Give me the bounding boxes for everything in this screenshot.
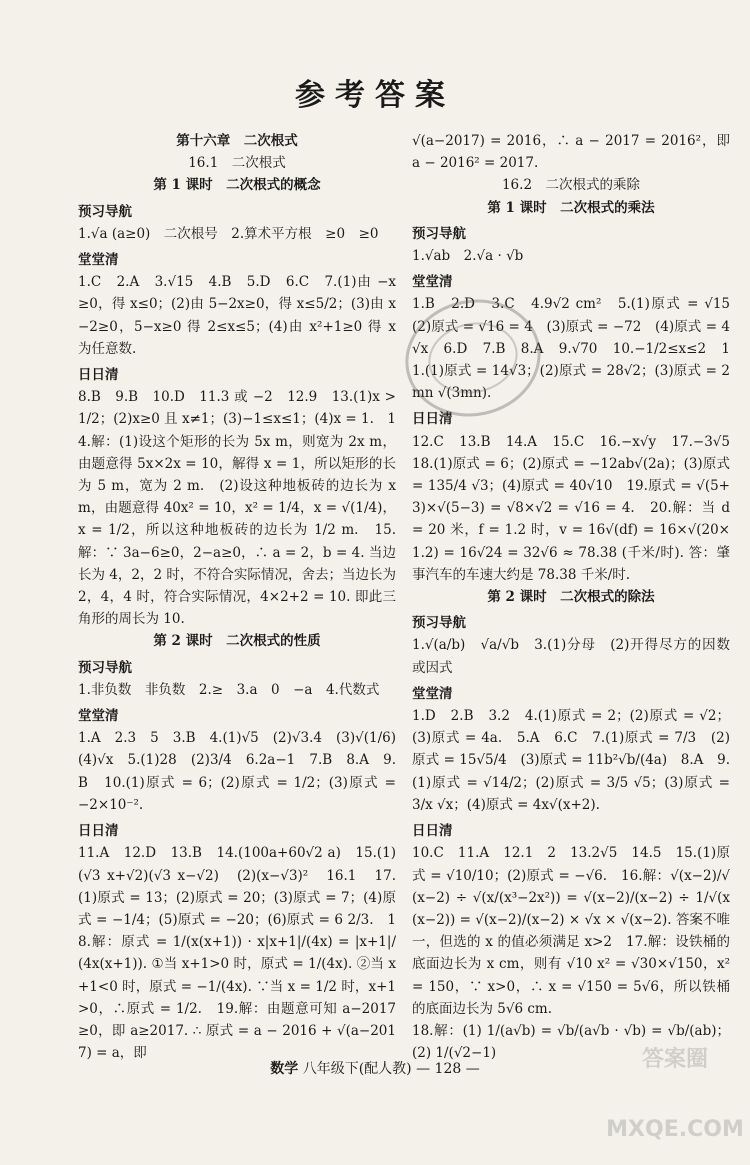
answer-paragraph: √(a−2017) = 2016，∴ a − 2017 = 2016²，即 a − 2016² = 2017. [412, 133, 730, 172]
answer-paragraph: 18.解：(1) 1/(a√b) = √b/(a√b · √b) = √b/(ab)；(2) 1/(√2−1) [412, 1022, 730, 1062]
right-column [412, 130, 744, 1064]
section-label: 日日清 [78, 823, 119, 840]
section-heading: 第 2 课时 二次根式的性质 [153, 633, 321, 650]
answer-paragraph: 10.C 11.A 12.1 2 13.2√5 14.5 15.(1)原式 = √10/10；(2)原式 = −√6. 16.解：√(x−2)/√(x−2) ÷ √(x/(x³−2x²)) = √(x−2)/(x−2) ÷ 1/√(x(x−2)) = √(x−2)/(x−2) × √x × √(x−2). 答案不唯一，但选的 x 的值必须满足 x>2 17.解：设铁桶的底面边长为 x cm，则有 √10 x² = √30×√150，x² = 150，∵ x>0，∴ x = √150 = 5√6，所以铁桶的底面边长为 5√6 cm. [412, 845, 730, 1017]
section-label: 堂堂清 [78, 708, 119, 725]
section-label: 预习导航 [78, 659, 132, 676]
section-label: 日日清 [78, 367, 119, 384]
section-label: 堂堂清 [412, 685, 453, 702]
page-title: 参考答案 [295, 78, 455, 113]
left-column [78, 130, 410, 1064]
footer-subject: 数学 [270, 1061, 299, 1077]
answer-paragraph: 1.√(a/b) √a/√b 3.(1)分母 (2)开得尽方的因数或因式 [412, 637, 730, 676]
answer-paragraph: 11.A 12.D 13.B 14.(100a+60√2 a) 15.(1)(√3 x+√2)(√3 x−√2) (2)(x−√3)² 16.1 17.(1)原式 = 13；(2)原式 = 20；(3)原式 = 7；(4)原式 = −1/4；(5)原式 = −20；(6)原式 = 6 2/3. 18.解：原式 = 1/(x(x+1)) · x|x+1|/(4x) = |x+1|/(4x(x+1)). ①当 x+1>0 时，原式 = 1/(4x). ②当 x+1<0 时，原式 = −1/(4x). ∵当 x = 1/2 时，x+1>0，∴原式 = 1/2. 19.解：由题意可知 a−2017≥0，即 a≥2017. ∴ 原式 = a − 2016 + √(a−2017) = a，即 [78, 845, 396, 1062]
section-label: 日日清 [412, 411, 453, 428]
section-heading: 16.2 二次根式的乘除 [501, 177, 641, 194]
section-label: 堂堂清 [412, 274, 453, 291]
answer-paragraph: 1.C 2.A 3.√15 4.B 5.D 6.C 7.(1)由 −x ≥0，得 x≤0；(2)由 5−2x≥0，得 x≤5/2；(3)由 x−2≥0，5−x≥0 得 2≤x≤5；(4)由 x²+1≥0 得 x 为任意数. [78, 274, 396, 357]
section-label: 预习导航 [412, 615, 466, 632]
answer-paragraph: 1.A 2.3 5 3.B 4.(1)√5 (2)√3.4 (3)√(1/6) (4)√x 5.(1)28 (2)3/4 6.2a−1 7.B 8.A 9.B 10.(1)原式 = 6；(2)原式 = 1/2；(3)原式 = −2×10⁻². [78, 730, 410, 813]
watermark-logo-icon [600, 1025, 750, 1142]
section-label: 预习导航 [412, 225, 466, 242]
section-heading: 第 1 课时 二次根式的概念 [153, 177, 321, 194]
section-label: 堂堂清 [78, 252, 119, 269]
section-label: 日日清 [412, 823, 453, 840]
stamp-inner-ring [422, 314, 525, 401]
section-heading: 第 1 课时 二次根式的乘法 [487, 199, 655, 216]
footer-grade: 八年级下(配人教) [302, 1061, 412, 1077]
answer-paragraph: 12.C 13.B 14.A 15.C 16.−x√y 17.−3√5 18.(1)原式 = 6；(2)原式 = −12ab√(2a)；(3)原式 = 135/4 √3；(4)原式 = 40√10 19.原式 = √(5+3)×√(5−3) = √8×√2 = √16 = 4. 20.解：当 d = 20 米，f = 1.2 时，v = 16√(df) = 16×√(20×1.2) = 16√24 = 32√6 ≈ 78.38 (千米/时). 答：肇事汽车的车速大约是 78.38 千米/时. [412, 433, 744, 583]
section-label: 预习导航 [78, 203, 132, 220]
section-heading: 16.1 二次根式 [188, 155, 286, 172]
section-heading: 第十六章 二次根式 [176, 133, 298, 149]
answer-paragraph: 1.√a (a≥0) 二次根号 2.算术平方根 ≥0 ≥0 [78, 225, 379, 242]
footer-page-number: — 128 — [416, 1061, 480, 1077]
watermark-text: 答案圈 MXQE.COM [606, 1047, 744, 1142]
answer-paragraph: 1.D 2.B 3.2 4.(1)原式 = 2；(2)原式 = √2；(3)原式 = 4a. 5.A 6.C 7.(1)原式 = 7/3 (2)原式 = 15√5/4 (3)原式 = 11b²√b/(4a) 8.A 9.(1)原式 = √14/2；(2)原式 = 3/5 √5；(3)原式 = 3/x √x；(4)原式 = 4x√(x+2). [412, 708, 730, 813]
answer-paragraph: 1.B 2.D 3.C 4.9√2 cm² 5.(1)原式 = √15 (2)原式 = √16 = 4 (3)原式 = −72 (4)原式 = 4√x 6.D 7.B 8.A 9.√70 10.−1/2≤x≤2 11.(1)原式 = 14√3；(2)原式 = 28√2；(3)原式 = 2mn √(3mn). [412, 296, 744, 402]
answer-paragraph: 1.√ab 2.√a · √b [412, 248, 524, 265]
section-heading: 第 2 课时 二次根式的除法 [487, 589, 655, 606]
answer-paragraph: 1.非负数 非负数 2.≥ 3.a 0 −a 4.代数式 [78, 681, 380, 698]
answer-paragraph: 8.B 9.B 10.D 11.3 或 −2 12.9 13.(1)x > 1/2；(2)x≥0 且 x≠1；(3)−1≤x≤1；(4)x = 1. 14.解：(1)设这个矩形的长为 5x m，则宽为 2x m，由题意得 5x×2x = 10，解得 x = 1，所以矩形的长为 5 m，宽为 2 m. (2)设这种地板砖的边长为 x m，由题意得 40x² = 10，x² = 1/4，x = √(1/4)，x = 1/2，所以这种地板砖的边长为 1/2 m. 15.解：∵ 3a−6≥0，2−a≥0，∴ a = 2，b = 4. 当边长为 4，2，2 时，不符合实际情况，舍去；当边长为 2，4，4 时，符合实际情况，4×2+2 = 10. 即此三角形的周长为 10. [78, 389, 396, 628]
